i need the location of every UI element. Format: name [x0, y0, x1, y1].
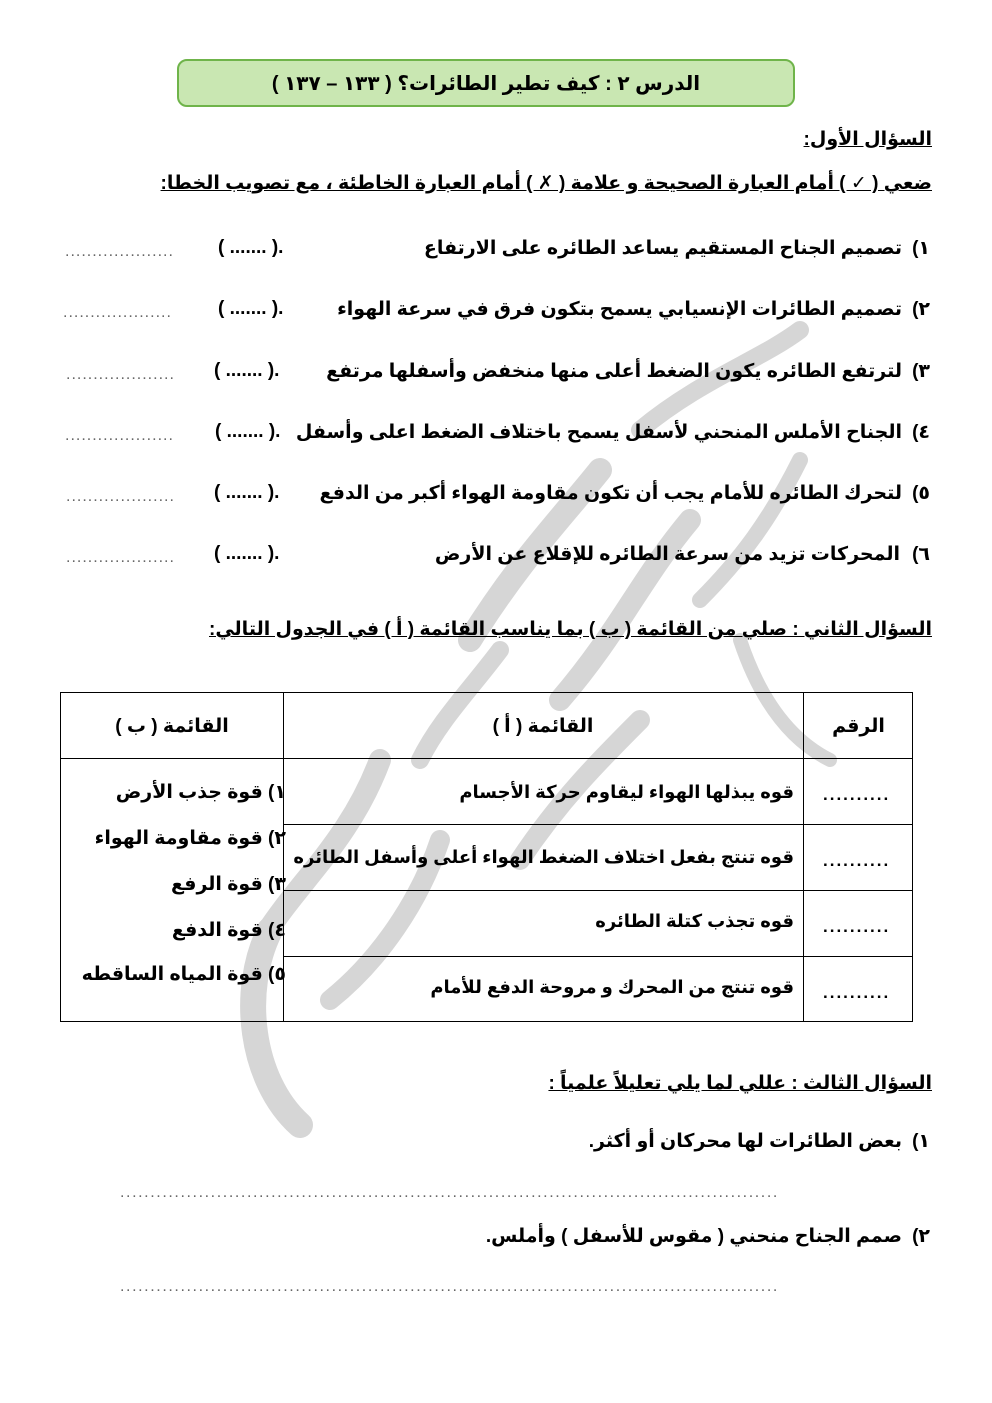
list-b-item: ٤) قوة الدفع — [171, 920, 286, 941]
q3-heading: السؤال الثالث : عللي لما يلي تعليلاً علمياً : — [548, 1073, 932, 1094]
q1-instruction: ضعي ( ✓ ) أمام العبارة الصحيحة و علامة ( ✗ ) أمام العبارة الخاطئة ، مع تصويب الخطا: — [160, 173, 932, 194]
answer-slot[interactable]: .......... — [823, 917, 891, 936]
answer-blank[interactable]: ( ....... ). — [214, 543, 280, 564]
answer-blank[interactable]: ( ....... ). — [215, 421, 281, 442]
q1-item-number: ٦) — [912, 544, 930, 565]
table-row-divider — [283, 956, 912, 957]
q1-item-text: تصميم الجناح المستقيم يساعد الطائره على الارتفاع — [423, 238, 902, 259]
answer-blank[interactable]: ( ....... ). — [214, 360, 280, 381]
table-row-divider — [283, 890, 912, 891]
correction-line[interactable]: .................... — [63, 304, 172, 321]
q3-item-text: صمم الجناح منحني ( مقوس للأسفل ) وأملس. — [485, 1226, 902, 1247]
correction-line[interactable]: .................... — [65, 243, 174, 260]
answer-blank[interactable]: ( ....... ). — [214, 482, 280, 503]
q1-item-number: ٥) — [912, 483, 930, 504]
list-b-item: ١) قوة جذب الأرض — [115, 782, 286, 803]
list-a-item: قوه تجذب كتلة الطائره — [595, 911, 794, 931]
lesson-title: الدرس ٢ : كيف تطير الطائرات؟ ( ١٣٣ – ١٣٧ ) — [177, 59, 795, 107]
correction-line[interactable]: .................... — [66, 549, 175, 566]
header-list-a: القائمة ( أ ) — [492, 716, 594, 737]
answer-slot[interactable]: .......... — [823, 851, 891, 870]
q2-heading: السؤال الثاني : صلي من القائمة ( ب ) بما يناسب القائمة ( أ ) في الجدول التالي: — [209, 619, 932, 640]
header-list-b: القائمة ( ب ) — [115, 716, 229, 737]
q1-item-number: ٣) — [912, 361, 930, 382]
answer-line[interactable]: ............................................................................................................. — [120, 1278, 779, 1295]
q1-item-text: تصميم الطائرات الإنسيابي يسمح بتكون فرق في سرعة الهواء — [337, 299, 902, 320]
list-b-item: ٣) قوة الرفع — [171, 874, 286, 895]
list-a-item: قوه يبذلها الهواء ليقاوم حركة الأجسام — [459, 782, 794, 802]
q1-item-number: ١) — [912, 238, 930, 259]
q3-item-number: ١) — [912, 1131, 930, 1152]
answer-slot[interactable]: .......... — [823, 983, 891, 1002]
list-b-item: ٢) قوة مقاومة الهواء — [94, 828, 286, 849]
q1-item-text: المحركات تزيد من سرعة الطائره للإقلاع عن الأرض — [434, 544, 900, 565]
table-divider — [803, 693, 804, 1021]
answer-slot[interactable]: .......... — [823, 785, 891, 804]
q3-item-number: ٢) — [912, 1226, 930, 1247]
correction-line[interactable]: .................... — [66, 488, 175, 505]
answer-blank[interactable]: ( ....... ). — [218, 298, 284, 319]
header-number: الرقم — [832, 716, 885, 737]
matching-table — [60, 692, 913, 1022]
correction-line[interactable]: .................... — [65, 427, 174, 444]
correction-line[interactable]: .................... — [66, 366, 175, 383]
q1-item-text: لتحرك الطائره للأمام يجب أن تكون مقاومة الهواء أكبر من الدفع — [319, 483, 902, 504]
q1-heading: السؤال الأول: — [803, 129, 932, 150]
answer-line[interactable]: ............................................................................................................. — [120, 1184, 779, 1201]
table-header-divider — [61, 758, 912, 759]
q1-item-number: ٤) — [912, 422, 930, 443]
list-a-item: قوه تنتج بفعل اختلاف الضغط الهواء أعلى وأسفل الطائره — [293, 847, 794, 867]
answer-blank[interactable]: ( ....... ). — [218, 237, 284, 258]
list-b-item: ٥) قوة المياه الساقطه — [81, 964, 286, 985]
list-a-item: قوه تنتج من المحرك و مروحة الدفع للأمام — [430, 977, 794, 997]
table-row-divider — [283, 824, 912, 825]
q1-item-text: الجناح الأملس المنحني لأسفل يسمح باختلاف الضغط اعلى وأسفل — [295, 422, 902, 443]
q1-item-text: لترتفع الطائره يكون الضغط أعلى منها منخفض وأسفلها مرتفع — [326, 361, 902, 382]
q1-item-number: ٢) — [912, 299, 930, 320]
q3-item-text: بعض الطائرات لها محركان أو أكثر. — [588, 1131, 902, 1152]
